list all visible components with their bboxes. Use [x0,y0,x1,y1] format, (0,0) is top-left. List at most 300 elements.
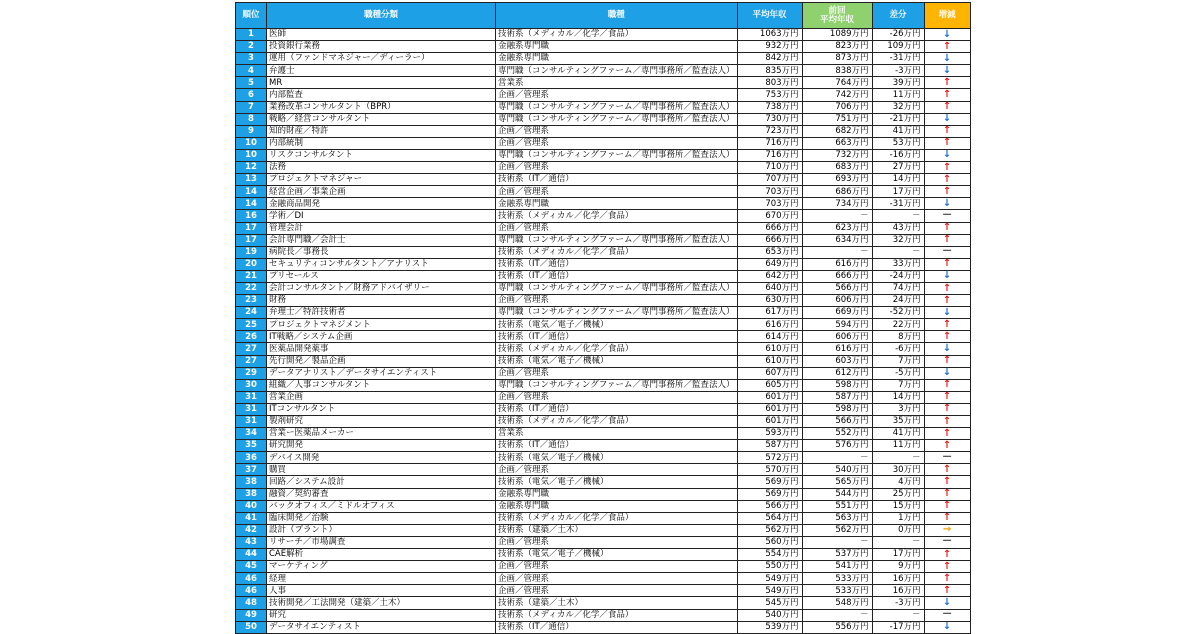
prev-salary-cell: 566万円 [802,282,872,294]
arrow-up-icon: ↑ [942,439,952,451]
header-category: 職種分類 [267,3,496,29]
change-cell [924,536,970,548]
table-row [236,440,971,452]
change-cell [924,295,970,307]
rank-cell: 22 [236,282,267,294]
change-cell [924,621,970,633]
avg-salary-cell: 670万円 [737,210,802,222]
type-cell: 技術系（IT／通信） [496,270,738,282]
avg-salary-cell: 560万円 [737,536,802,548]
diff-cell: 22万円 [872,319,924,331]
avg-salary-cell: 710万円 [737,162,802,174]
change-cell [924,343,970,355]
change-cell [924,355,970,367]
prev-salary-cell: 682万円 [802,125,872,137]
category-cell: MR [267,77,496,89]
change-cell [924,585,970,597]
avg-salary-cell: 540万円 [737,609,802,621]
change-cell [924,573,970,585]
category-cell: 経営企画／事業企画 [267,186,496,198]
dash-icon: － [942,209,953,221]
prev-salary-cell: 742万円 [802,89,872,101]
prev-salary-cell: 566万円 [802,416,872,428]
avg-salary-cell: 545万円 [737,597,802,609]
rank-cell: 19 [236,246,267,258]
change-cell [924,379,970,391]
category-cell: 内部統制 [267,137,496,149]
category-cell: プロジェクトマネジメント [267,319,496,331]
prev-salary-cell: 623万円 [802,222,872,234]
diff-cell: 3万円 [872,403,924,415]
diff-cell: -31万円 [872,198,924,210]
rank-cell: 48 [236,597,267,609]
prev-salary-cell: 764万円 [802,77,872,89]
rank-cell: 30 [236,379,267,391]
arrow-up-icon: ↑ [942,258,952,270]
header-avg-salary: 平均年収 [737,3,802,29]
avg-salary-cell: 549万円 [737,573,802,585]
diff-cell: -17万円 [872,621,924,633]
prev-salary-cell: － [802,536,872,548]
diff-cell: -3万円 [872,597,924,609]
diff-cell: -5万円 [872,367,924,379]
type-cell: 技術系（メディカル／化学／食品） [496,29,738,41]
type-cell: 専門職（コンサルティングファーム／専門事務所／監査法人） [496,101,738,113]
rank-cell: 31 [236,416,267,428]
rank-cell: 17 [236,222,267,234]
rank-cell: 14 [236,198,267,210]
arrow-up-icon: ↑ [942,330,952,342]
rank-cell: 31 [236,403,267,415]
change-cell [924,391,970,403]
avg-salary-cell: 666万円 [737,234,802,246]
rank-cell: 42 [236,524,267,536]
change-cell [924,258,970,270]
prev-salary-cell: 751万円 [802,113,872,125]
rank-cell: 24 [236,307,267,319]
type-cell: 技術系（メディカル／化学／食品） [496,512,738,524]
type-cell: 専門職（コンサルティングファーム／専門事務所／監査法人） [496,149,738,161]
type-cell: 専門職（コンサルティングファーム／専門事務所／監査法人） [496,379,738,391]
change-cell [924,29,970,41]
diff-cell: -24万円 [872,270,924,282]
arrow-up-icon: ↑ [942,584,952,596]
diff-cell: 41万円 [872,125,924,137]
diff-cell: 14万円 [872,391,924,403]
table-row [236,234,971,246]
table-row [236,137,971,149]
type-cell: 営業系 [496,428,738,440]
avg-salary-cell: 716万円 [737,149,802,161]
change-cell [924,597,970,609]
table-row [236,282,971,294]
change-cell [924,125,970,137]
arrow-up-icon: ↑ [942,101,952,113]
prev-salary-cell: 683万円 [802,162,872,174]
type-cell: 営業系 [496,77,738,89]
category-cell: 弁理士／特許技術者 [267,307,496,319]
type-cell: 企画／管理系 [496,89,738,101]
rank-cell: 17 [236,234,267,246]
header-change: 増減 [924,3,970,29]
diff-cell: -6万円 [872,343,924,355]
arrow-up-icon: ↑ [942,476,952,488]
prev-salary-cell: 873万円 [802,53,872,65]
category-cell: 運用（ファンドマネジャー／ディーラー） [267,53,496,65]
category-cell: デバイス開発 [267,452,496,464]
table-row [236,101,971,113]
category-cell: 研究 [267,609,496,621]
category-cell: 先行開発／製品企画 [267,355,496,367]
category-cell: 融資／契約審査 [267,488,496,500]
table-row [236,609,971,621]
table-row [236,41,971,53]
prev-salary-cell: 838万円 [802,65,872,77]
prev-salary-cell: 562万円 [802,524,872,536]
dash-icon: － [942,451,953,463]
avg-salary-cell: 1063万円 [737,29,802,41]
change-cell [924,282,970,294]
prev-salary-cell: 663万円 [802,137,872,149]
category-cell: 金融商品開発 [267,198,496,210]
prev-salary-cell: 612万円 [802,367,872,379]
type-cell: 企画／管理系 [496,464,738,476]
category-cell: ITコンサルタント [267,403,496,415]
diff-cell: 0万円 [872,524,924,536]
table-row [236,512,971,524]
prev-salary-cell: 533万円 [802,573,872,585]
diff-cell: 25万円 [872,488,924,500]
dash-icon: － [942,609,953,621]
header-prev-salary [802,3,872,29]
type-cell: 技術系（メディカル／化学／食品） [496,343,738,355]
prev-salary-cell: 669万円 [802,307,872,319]
type-cell: 専門職（コンサルティングファーム／専門事務所／監査法人） [496,234,738,246]
change-cell [924,500,970,512]
rank-cell: 3 [236,53,267,65]
table-row [236,174,971,186]
diff-cell: 7万円 [872,379,924,391]
category-cell: 回路／システム設計 [267,476,496,488]
avg-salary-cell: 666万円 [737,222,802,234]
prev-salary-cell: 1089万円 [802,29,872,41]
table-row [236,549,971,561]
category-cell: プリセールス [267,270,496,282]
category-cell: セキュリティコンサルタント／アナリスト [267,258,496,270]
table-row [236,367,971,379]
diff-cell: 16万円 [872,585,924,597]
type-cell: 金融系専門職 [496,198,738,210]
table-row [236,77,971,89]
arrow-up-icon: ↑ [942,512,952,524]
table-row [236,222,971,234]
prev-salary-cell: 548万円 [802,597,872,609]
avg-salary-cell: 649万円 [737,258,802,270]
header-type: 職種 [496,3,738,29]
diff-cell: 43万円 [872,222,924,234]
arrow-up-icon: ↑ [942,89,952,101]
rank-cell: 37 [236,464,267,476]
rank-cell: 43 [236,536,267,548]
prev-salary-cell: 693万円 [802,174,872,186]
avg-salary-cell: 539万円 [737,621,802,633]
category-cell: 人事 [267,585,496,597]
arrow-up-icon: ↑ [942,415,952,427]
category-cell: 医師 [267,29,496,41]
diff-cell: － [872,210,924,222]
table-row [236,536,971,548]
avg-salary-cell: 569万円 [737,476,802,488]
arrow-up-icon: ↑ [942,294,952,306]
category-cell: 財務 [267,295,496,307]
prev-salary-cell: 556万円 [802,621,872,633]
table-row [236,113,971,125]
avg-salary-cell: 753万円 [737,89,802,101]
diff-cell: － [872,609,924,621]
avg-salary-cell: 566万円 [737,500,802,512]
prev-salary-cell: － [802,210,872,222]
rank-cell: 20 [236,258,267,270]
type-cell: 金融系専門職 [496,53,738,65]
table-row [236,319,971,331]
category-cell: 会計専門職／会計士 [267,234,496,246]
rank-cell: 23 [236,295,267,307]
diff-cell: － [872,452,924,464]
prev-salary-cell: 634万円 [802,234,872,246]
category-cell: 製剤研究 [267,416,496,428]
diff-cell: － [872,536,924,548]
category-cell: 業務改革コンサルタント（BPR） [267,101,496,113]
category-cell: リスクコンサルタント [267,149,496,161]
avg-salary-cell: 642万円 [737,270,802,282]
arrow-up-icon: ↑ [942,76,952,88]
rank-cell: 31 [236,391,267,403]
table-row [236,428,971,440]
category-cell: 投資銀行業務 [267,41,496,53]
type-cell: 企画／管理系 [496,162,738,174]
arrow-up-icon: ↑ [942,161,952,173]
diff-cell: 24万円 [872,295,924,307]
category-cell: CAE解析 [267,549,496,561]
diff-cell: 33万円 [872,258,924,270]
avg-salary-cell: 738万円 [737,101,802,113]
category-cell: 病院長／事務長 [267,246,496,258]
prev-salary-cell: 686万円 [802,186,872,198]
avg-salary-cell: 703万円 [737,198,802,210]
change-cell [924,101,970,113]
table-row [236,597,971,609]
header-diff: 差分 [872,3,924,29]
category-cell: バックオフィス／ミドルオフィス [267,500,496,512]
diff-cell: 27万円 [872,162,924,174]
prev-salary-cell: 606万円 [802,295,872,307]
rank-cell: 38 [236,476,267,488]
diff-cell: 41万円 [872,428,924,440]
category-cell: データサイエンティスト [267,621,496,633]
arrow-down-icon: ↓ [942,367,952,379]
table-row [236,295,971,307]
change-cell [924,428,970,440]
table-row [236,416,971,428]
change-cell [924,367,970,379]
type-cell: 技術系（メディカル／化学／食品） [496,246,738,258]
prev-salary-cell: 533万円 [802,585,872,597]
avg-salary-cell: 640万円 [737,282,802,294]
table-row [236,307,971,319]
table-row [236,476,971,488]
arrow-up-icon: ↑ [942,137,952,149]
diff-cell: 1万円 [872,512,924,524]
prev-salary-cell: － [802,609,872,621]
change-cell [924,53,970,65]
arrow-up-icon: ↑ [942,500,952,512]
change-cell [924,270,970,282]
category-cell: リサーチ／市場調査 [267,536,496,548]
diff-cell: － [872,246,924,258]
change-cell [924,403,970,415]
diff-cell: -16万円 [872,149,924,161]
change-cell [924,331,970,343]
category-cell: 臨床開発／治験 [267,512,496,524]
type-cell: 技術系（電気／電子／機械） [496,452,738,464]
rank-cell: 29 [236,367,267,379]
table-row [236,500,971,512]
category-cell: 営業企画 [267,391,496,403]
change-cell [924,464,970,476]
avg-salary-cell: 562万円 [737,524,802,536]
diff-cell: 32万円 [872,101,924,113]
prev-salary-cell: 594万円 [802,319,872,331]
diff-cell: 4万円 [872,476,924,488]
type-cell: 企画／管理系 [496,585,738,597]
prev-salary-cell: 616万円 [802,343,872,355]
arrow-up-icon: ↑ [942,488,952,500]
table-row [236,186,971,198]
arrow-down-icon: ↓ [942,197,952,209]
table-row [236,258,971,270]
rank-cell: 6 [236,89,267,101]
type-cell: 企画／管理系 [496,295,738,307]
prev-salary-cell: 576万円 [802,440,872,452]
arrow-down-icon: ↓ [942,270,952,282]
rank-cell: 27 [236,355,267,367]
category-cell: 法務 [267,162,496,174]
type-cell: 技術系（建築／土木） [496,597,738,609]
table-row [236,403,971,415]
category-cell: 設計（プラント） [267,524,496,536]
category-cell: 研究開発 [267,440,496,452]
change-cell [924,452,970,464]
change-cell [924,186,970,198]
type-cell: 技術系（IT／通信） [496,440,738,452]
change-cell [924,210,970,222]
rank-cell: 27 [236,343,267,355]
diff-cell: 39万円 [872,77,924,89]
rank-cell: 21 [236,270,267,282]
rank-cell: 50 [236,621,267,633]
diff-cell: 15万円 [872,500,924,512]
change-cell [924,41,970,53]
avg-salary-cell: 630万円 [737,295,802,307]
table-row [236,524,971,536]
rank-cell: 8 [236,113,267,125]
arrow-down-icon: ↓ [942,52,952,64]
category-cell: 弁護士 [267,65,496,77]
avg-salary-cell: 607万円 [737,367,802,379]
type-cell: 技術系（建築／土木） [496,524,738,536]
avg-salary-cell: 932万円 [737,41,802,53]
change-cell [924,307,970,319]
arrow-up-icon: ↑ [942,125,952,137]
type-cell: 技術系（IT／通信） [496,403,738,415]
category-cell: 戦略／経営コンサルタント [267,113,496,125]
diff-cell: 32万円 [872,234,924,246]
type-cell: 企画／管理系 [496,125,738,137]
diff-cell: 14万円 [872,174,924,186]
diff-cell: 17万円 [872,549,924,561]
prev-salary-cell: 603万円 [802,355,872,367]
type-cell: 技術系（電気／電子／機械） [496,355,738,367]
diff-cell: 16万円 [872,573,924,585]
table-row [236,331,971,343]
prev-salary-cell: 537万円 [802,549,872,561]
diff-cell: 53万円 [872,137,924,149]
prev-salary-cell: 616万円 [802,258,872,270]
arrow-down-icon: ↓ [942,149,952,161]
header-prev-line1: 前回 [828,6,846,16]
change-cell [924,416,970,428]
prev-salary-cell: 598万円 [802,403,872,415]
rank-cell: 9 [236,125,267,137]
type-cell: 金融系専門職 [496,500,738,512]
arrow-up-icon: ↑ [942,40,952,52]
salary-ranking-table [235,2,971,634]
arrow-down-icon: ↓ [942,64,952,76]
change-cell [924,319,970,331]
diff-cell: -52万円 [872,307,924,319]
arrow-down-icon: ↓ [942,28,952,40]
category-cell: 会計コンサルタント／財務アドバイザリー [267,282,496,294]
type-cell: 企画／管理系 [496,573,738,585]
rank-cell: 34 [236,428,267,440]
table-row [236,452,971,464]
prev-salary-cell: 587万円 [802,391,872,403]
prev-salary-cell: 541万円 [802,561,872,573]
change-cell [924,488,970,500]
type-cell: 技術系（電気／電子／機械） [496,319,738,331]
diff-cell: 109万円 [872,41,924,53]
category-cell: 営業ー医薬品メーカー [267,428,496,440]
avg-salary-cell: 569万円 [737,488,802,500]
diff-cell: 9万円 [872,561,924,573]
header-row [236,3,971,29]
type-cell: 技術系（メディカル／化学／食品） [496,609,738,621]
avg-salary-cell: 610万円 [737,355,802,367]
category-cell: 学術／DI [267,210,496,222]
category-cell: 技術開発／工法開発（建築／土木） [267,597,496,609]
arrow-down-icon: ↓ [942,596,952,608]
diff-cell: -21万円 [872,113,924,125]
category-cell: マーケティング [267,561,496,573]
arrow-up-icon: ↑ [942,572,952,584]
arrow-up-icon: ↑ [942,391,952,403]
diff-cell: 7万円 [872,355,924,367]
avg-salary-cell: 564万円 [737,512,802,524]
rank-cell: 7 [236,101,267,113]
change-cell [924,222,970,234]
header-rank: 順位 [236,3,267,29]
arrow-up-icon: ↑ [942,560,952,572]
